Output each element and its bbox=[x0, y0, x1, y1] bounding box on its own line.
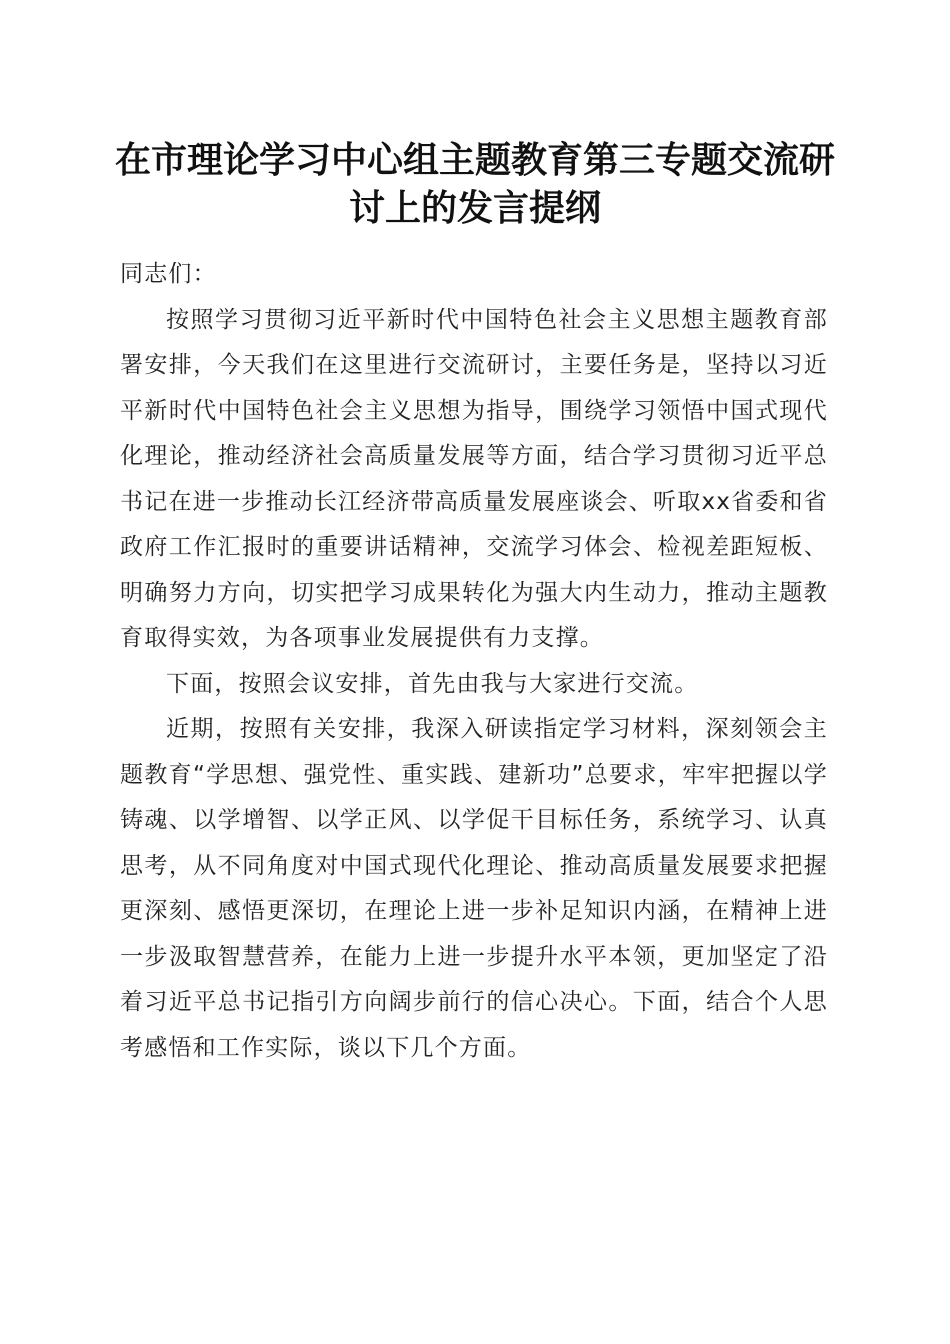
document-body bbox=[120, 252, 828, 1071]
paragraph-transition: 下面，按照会议安排，首先由我与大家进行交流。 bbox=[166, 670, 699, 697]
document-title bbox=[100, 136, 850, 232]
title-line-2: 讨上的发言提纲 bbox=[348, 187, 601, 229]
paragraph-study-summary: 近期，按照有关安排，我深入研读指定学习材料，深刻领会主题教育“学思想、强党性、重实践、建新功”总要求，牢牢把握以学铸魂、以学增智、以学正风、以学促干目标任务，系统学习、认真思考，从不同角度对中国式现代化理论、推动高质量发展要求把握更深刻、感悟更深切，在理论上进一步补足知识内涵，在精神上进一步汲取智慧营养，在能力上进一步提升水平本领，更加坚定了沿着习近平总书记指引方向阔步前行的信心决心。下面，结合个人思考感悟和工作实际，谈以下几个方面。 bbox=[120, 716, 828, 1061]
paragraph-intro: 按照学习贯彻习近平新时代中国特色社会主义思想主题教育部署安排，今天我们在这里进行交流研讨，主要任务是，坚持以习近平新时代中国特色社会主义思想为指导，围绕学习领悟中国式现代化理论，推动经济社会高质量发展等方面，结合学习贯彻习近平总书记在进一步推动长江经济带高质量发展座谈会、听取xx省委和省政府工作汇报时的重要讲话精神，交流学习体会、检视差距短板、明确努力方向，切实把学习成果转化为强大内生动力，推动主题教育取得实效，为各项事业发展提供有力支撑。 bbox=[120, 306, 828, 651]
salutation: 同志们： bbox=[120, 261, 217, 287]
title-line-1: 在市理论学习中心组主题教育第三专题交流研 bbox=[114, 139, 835, 181]
